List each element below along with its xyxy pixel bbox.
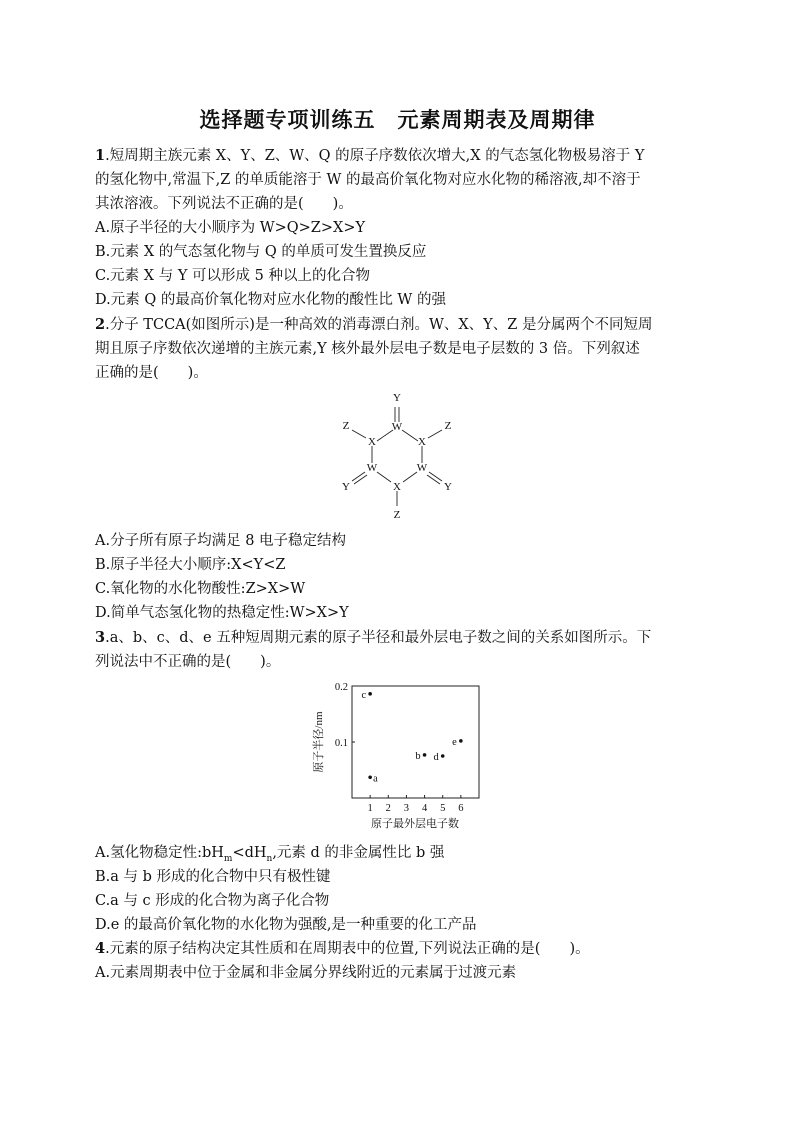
- x-axis-label: 原子最外层电子数: [371, 818, 459, 830]
- q2-number: 2: [95, 316, 106, 333]
- atom-z-right: Z: [444, 420, 452, 432]
- q1-line-1: 1.短周期主族元素 X、Y、Z、W、Q 的原子序数依次增大,X 的气态氢化物极易溶于 Y: [95, 147, 645, 164]
- q3-line-2: 列说法中不正确的是( )。: [95, 654, 281, 670]
- x-tick-label: 3: [403, 803, 410, 814]
- atom-w-top: W: [391, 421, 403, 433]
- q4-number: 4: [95, 940, 106, 957]
- q4-line-1: 4.元素的原子结构决定其性质和在周期表中的位置,下列说法正确的是( )。: [95, 940, 590, 957]
- q2-line-2: 期且原子序数依次递增的主族元素,Y 核外最外层电子数是电子层数的 3 倍。下列叙述: [95, 341, 640, 357]
- q2-option-c: C.氧化物的水化物酸性:Z>X>W: [95, 581, 306, 597]
- point-d: [441, 754, 445, 758]
- q2-line-1: 2.分子 TCCA(如图所示)是一种高效的消毒漂白剂。W、X、Y、Z 是分属两个不同短周: [95, 316, 653, 333]
- q3-option-c: C.a 与 c 形成的化合物为离子化合物: [95, 893, 330, 909]
- q1-option-c: C.元素 X 与 Y 可以形成 5 种以上的化合物: [95, 268, 370, 284]
- q2-option-b: B.原子半径大小顺序:X<Y<Z: [95, 557, 286, 573]
- atom-w-left: W: [366, 462, 378, 474]
- atom-y-top: Y: [393, 392, 401, 404]
- q1-line-2: 的氢化物中,常温下,Z 的单质能溶于 W 的最高价氧化物对应水化物的稀溶液,却不溶于: [95, 172, 641, 188]
- x-tick-label: 2: [385, 803, 391, 814]
- q2-option-a: A.分子所有原子均满足 8 电子稳定结构: [95, 533, 347, 549]
- point-label-d: d: [433, 752, 439, 763]
- atom-x-right: X: [418, 436, 426, 448]
- x-tick-label: 4: [421, 803, 428, 814]
- x-tick-label: 5: [440, 803, 446, 814]
- q1-line-3: 其浓溶液。下列说法不正确的是( )。: [95, 196, 353, 212]
- point-label-e: e: [452, 736, 457, 748]
- q3-option-d: D.e 的最高价氧化物的水化物为强酸,是一种重要的化工产品: [95, 917, 477, 933]
- q4-option-a: A.元素周期表中位于金属和非金属分界线附近的元素属于过渡元素: [95, 965, 517, 981]
- atom-y-left: Y: [342, 481, 350, 493]
- radius-vs-electrons-chart: [310, 676, 500, 836]
- y-axis-label: 原子半径/nm: [313, 711, 325, 773]
- page-title: 选择题专项训练五 元素周期表及周期律: [199, 108, 596, 132]
- point-label-c: c: [361, 689, 367, 701]
- tcca-structure-diagram: [335, 390, 465, 522]
- atom-x-left: X: [368, 436, 376, 448]
- point-a: [368, 775, 372, 779]
- x-tick-label: 1: [367, 803, 373, 814]
- point-label-a: a: [373, 773, 378, 785]
- atom-z-bottom: Z: [393, 509, 401, 521]
- q3-line-1: 3.a、b、c、d、e 五种短周期元素的原子半径和最外层电子数之间的关系如图所示。下: [95, 629, 652, 646]
- x-tick-label: 6: [458, 803, 464, 814]
- q1-option-a: A.原子半径的大小顺序为 W>Q>Z>X>Y: [95, 220, 366, 236]
- point-label-b: b: [415, 750, 421, 762]
- atom-w-right: W: [416, 462, 428, 474]
- y-tick-label: 0.2: [334, 682, 348, 693]
- q2-line-3: 正确的是( )。: [95, 365, 208, 381]
- q1-option-d: D.元素 Q 的最高价氧化物对应水化物的酸性比 W 的强: [95, 292, 446, 308]
- q3-option-b: B.a 与 b 形成的化合物中只有极性键: [95, 869, 331, 885]
- q1-option-b: B.元素 X 的气态氢化物与 Q 的单质可发生置换反应: [95, 244, 427, 260]
- atom-y-right: Y: [444, 481, 452, 493]
- q3-option-a: A.氢化物稳定性$:bH_m<dH_n$,元素 d 的非金属性比 b 强: [95, 845, 445, 864]
- point-c: [368, 692, 372, 696]
- q1-number: 1: [95, 147, 106, 164]
- point-e: [459, 739, 463, 743]
- atom-z-left: Z: [342, 420, 350, 432]
- atom-x-bottom: X: [393, 481, 401, 493]
- q2-option-d: D.简单气态氢化物的热稳定性:W>X>Y: [95, 605, 349, 621]
- y-tick-label: 0.1: [334, 738, 348, 749]
- q3-number: 3: [95, 629, 106, 646]
- point-b: [423, 753, 427, 757]
